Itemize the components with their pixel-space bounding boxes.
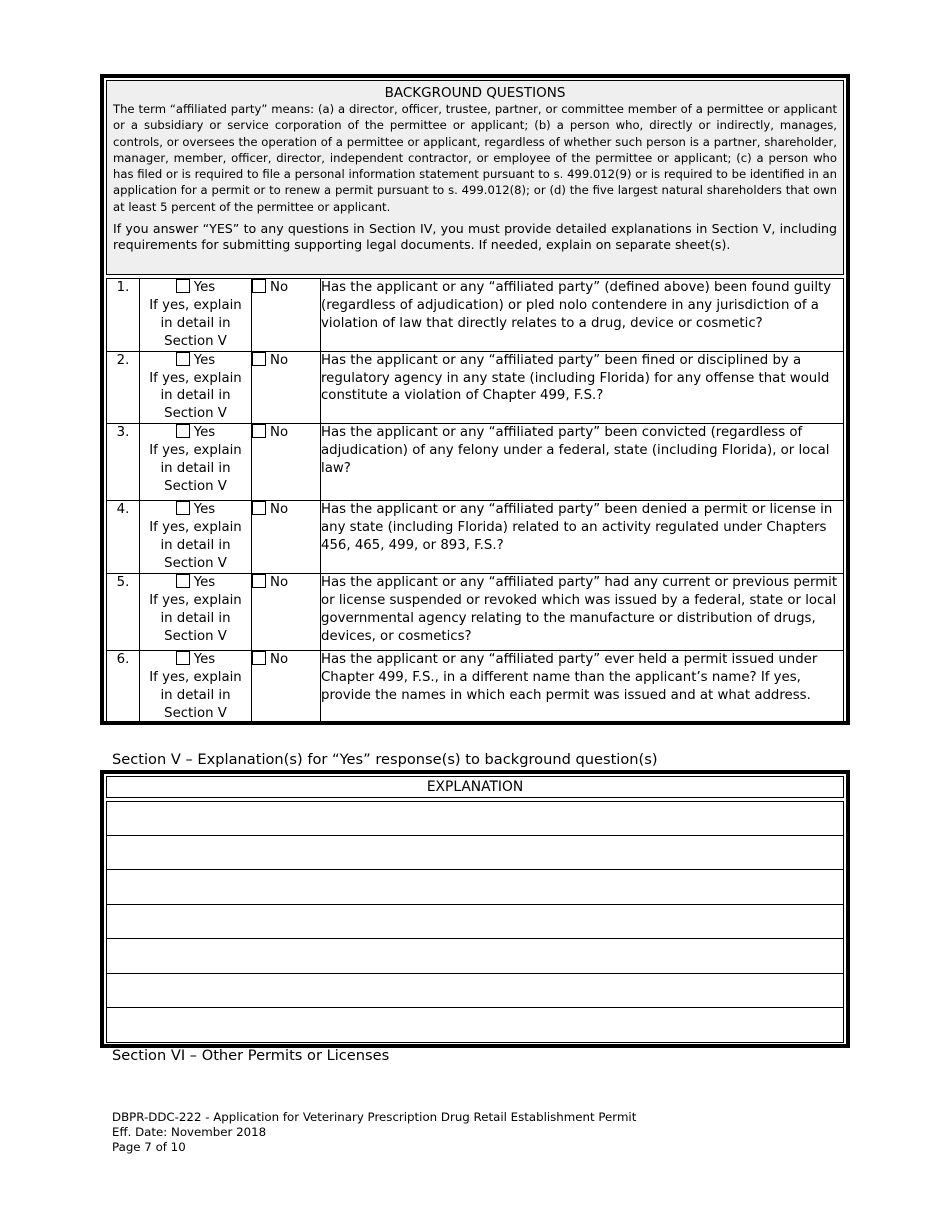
yes-note-line: in detail in <box>160 461 231 477</box>
background-title: BACKGROUND QUESTIONS <box>384 85 566 101</box>
yes-checkbox[interactable] <box>176 501 190 515</box>
background-definition-box <box>106 80 844 275</box>
explanation-row-1[interactable] <box>106 801 844 836</box>
yes-note-line: in detail in <box>160 315 231 331</box>
form-title: DBPR-DDC-222 - Application for Veterinary Prescription Drug Retail Establishment Permit <box>112 1110 637 1124</box>
yes-label: Yes <box>193 574 216 590</box>
yes-label: Yes <box>193 280 216 295</box>
no-cell <box>252 424 321 501</box>
no-checkbox[interactable] <box>252 501 266 515</box>
question-text: Has the applicant or any “affiliated party” (defined above) been found guilty (regardless of adjudication) or pled nolo contendere in any jurisdiction of a violation of law that directly relates to a drug, device or cosmetic? <box>321 279 844 352</box>
no-checkbox[interactable] <box>252 574 266 588</box>
yes-note-line: If yes, explain <box>149 297 242 313</box>
question-number: 4. <box>107 501 140 574</box>
no-cell <box>252 573 321 650</box>
no-checkbox[interactable] <box>252 651 266 665</box>
yes-checkbox[interactable] <box>176 574 190 588</box>
question-number: 1. <box>107 279 140 352</box>
question-number: 2. <box>107 351 140 424</box>
page-footer <box>112 1110 636 1155</box>
yes-note-line: Section V <box>164 555 227 571</box>
yes-checkbox[interactable] <box>176 651 190 665</box>
question-row <box>107 501 844 574</box>
question-text: Has the applicant or any “affiliated party” ever held a permit issued under Chapter 499, F.S., in a different name than the applicant’s name? If yes, provide the names in which each permit was issued and at what address. <box>321 650 844 723</box>
explanation-row-2[interactable] <box>106 836 844 871</box>
yes-cell <box>140 279 252 352</box>
explanation-row-4[interactable] <box>106 905 844 940</box>
yes-cell <box>140 424 252 501</box>
explanation-row-7[interactable] <box>106 1008 844 1043</box>
section-vi-title: Section VI – Other Permits or Licenses <box>112 1047 390 1064</box>
no-label: No <box>270 352 289 368</box>
no-cell <box>252 351 321 424</box>
no-checkbox[interactable] <box>252 352 266 366</box>
no-label: No <box>270 425 289 441</box>
no-cell <box>252 279 321 352</box>
effective-date: Eff. Date: November 2018 <box>112 1125 267 1139</box>
section-iv-instruction: If you answer “YES” to any questions in Section IV, you must provide detailed explanations in Section V, including requirements for submitting supporting legal documents. If needed, explain on separate sheet(s). <box>113 221 837 253</box>
yes-note-line: in detail in <box>160 687 231 703</box>
yes-checkbox[interactable] <box>176 279 190 293</box>
explanation-header: EXPLANATION <box>106 776 844 798</box>
question-text: Has the applicant or any “affiliated party” had any current or previous permit or license suspended or revoked which was issued by a federal, state or local governmental agency relating to the manufacture or distribution of drugs, devices, or cosmetics? <box>321 573 844 650</box>
question-text: Has the applicant or any “affiliated party” been convicted (regardless of adjudication) of any felony under a federal, state (including Florida), or local law? <box>321 424 844 501</box>
background-questions-section <box>100 74 850 725</box>
yes-option <box>140 501 251 519</box>
question-number: 3. <box>107 424 140 501</box>
no-checkbox[interactable] <box>252 424 266 438</box>
question-text: Has the applicant or any “affiliated party” been denied a permit or license in any state (including Florida) related to an activity regulated under Chapters 456, 465, 499, or 893, F.S.? <box>321 501 844 574</box>
yes-note-line: If yes, explain <box>149 443 242 459</box>
yes-checkbox[interactable] <box>176 352 190 366</box>
yes-checkbox[interactable] <box>176 424 190 438</box>
yes-label: Yes <box>193 352 216 368</box>
question-row <box>107 650 844 723</box>
yes-cell <box>140 650 252 723</box>
no-label: No <box>270 280 289 295</box>
yes-cell <box>140 573 252 650</box>
yes-note-line: in detail in <box>160 388 231 404</box>
no-checkbox[interactable] <box>252 279 266 293</box>
page-number: Page 7 of 10 <box>112 1140 186 1154</box>
explanation-table <box>100 770 850 1048</box>
yes-note-line: in detail in <box>160 610 231 626</box>
question-text: Has the applicant or any “affiliated party” been fined or disciplined by a regulatory agency in any state (including Florida) for any offense that would constitute a violation of Chapter 499, F.S.? <box>321 351 844 424</box>
yes-option <box>140 279 251 297</box>
yes-note-line: Section V <box>164 628 227 644</box>
yes-label: Yes <box>193 425 216 441</box>
explanation-row-3[interactable] <box>106 870 844 905</box>
question-number: 5. <box>107 573 140 650</box>
yes-note-line: in detail in <box>160 538 231 554</box>
section-v-title: Section V – Explanation(s) for “Yes” response(s) to background question(s) <box>112 751 658 768</box>
question-row <box>107 424 844 501</box>
yes-option <box>140 352 251 370</box>
yes-label: Yes <box>193 651 216 667</box>
no-cell <box>252 501 321 574</box>
no-label: No <box>270 651 289 667</box>
yes-note-line: Section V <box>164 333 227 349</box>
yes-note-line: Section V <box>164 705 227 721</box>
explanation-row-6[interactable] <box>106 974 844 1009</box>
yes-option <box>140 651 251 669</box>
yes-note-line: Section V <box>164 478 227 494</box>
yes-note-line: Section V <box>164 406 227 422</box>
question-number: 6. <box>107 650 140 723</box>
question-row <box>107 573 844 650</box>
yes-cell <box>140 351 252 424</box>
questions-table <box>106 278 844 724</box>
yes-note-line: If yes, explain <box>149 592 242 608</box>
no-label: No <box>270 502 289 518</box>
explanation-row-5[interactable] <box>106 939 844 974</box>
no-label: No <box>270 574 289 590</box>
no-cell <box>252 650 321 723</box>
yes-note-line: If yes, explain <box>149 370 242 386</box>
question-row <box>107 279 844 352</box>
yes-option <box>140 424 251 442</box>
yes-cell <box>140 501 252 574</box>
question-row <box>107 351 844 424</box>
affiliated-party-definition: The term “affiliated party” means: (a) a director, officer, trustee, partner, or committee member of a permittee or applicant or a subsidiary or service corporation of the permittee or applicant; (b) a person who, directly or indirectly, manages, controls, or oversees the operation of a permittee or applicant, regardless of whether such person is a partner, shareholder, manager, member, officer, director, independent contractor, or employee of the permittee or applicant; (c) a person who has filed or is required to file a personal information statement pursuant to s. 499.012(9) or is required to be identified in an application for a permit or to renew a permit pursuant to s. 499.012(8); or (d) the five largest natural shareholders that own at least 5 percent of the permittee or applicant. <box>113 102 837 214</box>
yes-note-line: If yes, explain <box>149 520 242 536</box>
yes-option <box>140 574 251 592</box>
yes-note-line: If yes, explain <box>149 669 242 685</box>
yes-label: Yes <box>193 502 216 518</box>
